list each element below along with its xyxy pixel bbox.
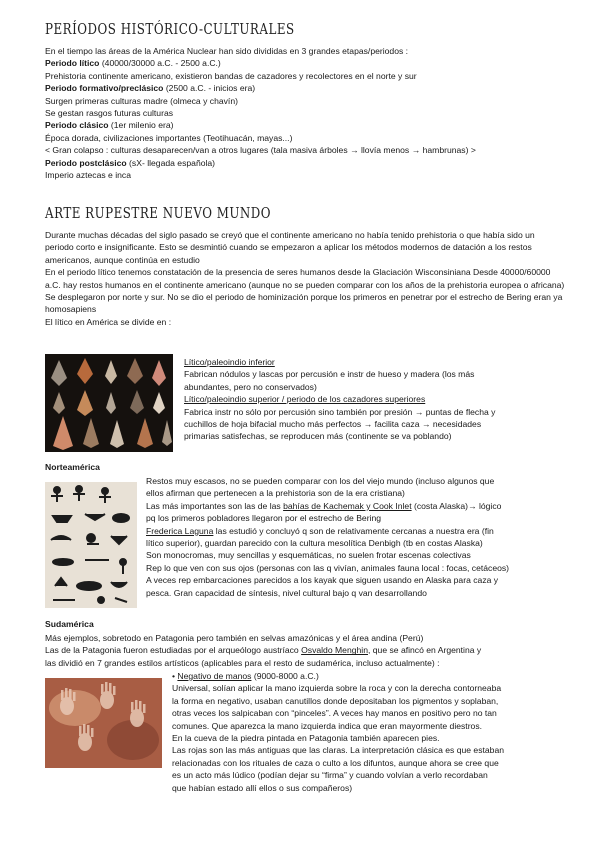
periodo-clasico [45,119,565,131]
sur-line1: Más ejemplos, sobretodo en Patagonia pero también en selvas amazónicas y el área andina (Perú) [45,633,424,643]
periodo-postclasico-label: Periodo postclásico [45,157,127,168]
litico-description [184,356,495,443]
norte-line3-b: (costa Alaska)→ lógico [411,500,502,511]
norte-line6: lítico superior), guardan parecido con la cultura mesolítica Denbigh (tb en costas Alaska) [146,538,483,549]
arte-para4: El lítico en América se divide en : [45,316,172,327]
periodo-formativo [45,82,565,94]
manos-line1: Universal, solían aplicar la mano izquierda sobre la roca y con la derecha contorneaba [172,683,502,694]
periodo-formativo-label: Periodo formativo/preclásico [45,83,164,94]
norte-line3-underlined: bahías de Kachemak y Cook Inlet [283,500,412,511]
norte-line3 [146,500,509,512]
norte-line10: pesca. Gran capacidad de síntesis, nivel cultural bajo q van desarrollando [146,587,427,598]
sudamerica-heading: Sudamérica [45,619,94,629]
sur-line2-underlined: Osvaldo Menghin [301,645,368,656]
norteamerica-heading: Norteamérica [45,462,100,472]
norte-line5 [146,525,509,537]
periodo-formativo-desc2: Se gestan rasgos futuras culturas [45,108,174,119]
arte-para2: En el periodo lítico tenemos constatación de la presencia de seres humanos desde la Glaciación Wisconsiniana Desde 40000/60000 a.C. hay restos humanos en el continente americano (aunque no se pueden comparar con los años de la prehistoria europea o africana) [45,267,565,290]
arte-section [45,229,565,328]
arte-para1: Durante muchas décadas del siglo pasado se creyó que el continente americano no había tenido prehistoria o que había sido un periodo corto e insignificante. Esto se desmintió cuando se empezaron a aplicar los métodos modernos de datación a los restos americanos, aunque continúa en estudio [45,230,535,265]
norte-line3-a: Las más importantes son las de las [146,500,284,511]
periodo-litico-desc: Prehistoria continente americano, existieron bandas de cazadores y recolectores en el norte y sur [45,70,417,81]
manos-line8: es un acto más lúdico (podían dejar su “firma” y cuando volvían a verlo recordaban [172,770,488,781]
periodo-litico [45,57,565,69]
norte-line4: pq los primeros pobladores llegaron por el estrecho de Bering [146,513,382,524]
periodo-clasico-desc2: < Gran colapso : culturas desaparecen/van a otros lugares (tala masiva árboles → llovía menos → hambrunas) > [45,145,476,156]
manos-line7: relacionadas con los rituales de caza o culto a los difuntos, aunque ahora se cree que [172,757,499,768]
manos-line6: Las rojas son las más antiguas que las claras. La interpretación clásica es que estaban [172,745,505,756]
periodos-intro: En el tiempo las áreas de la América Nuclear han sido divididas en 3 grandes etapas/periodos : [45,46,409,56]
litico-superior-line3: primarias satisfechas, se reproducen más (continente se va poblando) [184,431,452,442]
litico-inferior-line1: Fabrican nódulos y lascas por percusión e instr de hueso y madera (los más [184,369,475,380]
periodo-litico-label: Periodo lítico [45,58,100,69]
periodo-postclasico-date: (sX- llegada española) [126,157,216,168]
litico-superior-line2: cuchillos de hoja bifacial mucho más perfectos → facilita caza → necesidades [184,419,482,430]
heading-arte-rupestre: ARTE RUPESTRE NUEVO MUNDO [45,206,272,222]
periodo-postclasico [45,157,565,169]
norte-line5-b: las estudió y concluyó q son de relativamente cercanas a nuestra era (fin [213,525,494,536]
periodo-clasico-label: Periodo clásico [45,120,109,131]
norte-line1: Restos muy escasos, no se pueden comparar con los del viejo mundo (incluso algunos que [146,476,495,486]
litico-inferior-title: Lítico/paleoindio inferior [184,357,275,367]
norte-line5-underlined: Frederica Laguna [146,525,214,536]
periodo-clasico-desc1: Época dorada, civilizaciones importantes (Teotihuacán, mayas...) [45,132,293,143]
norte-line2: ellos afirman que pertenecen a la prehistoria son de la era cristiana) [146,488,405,499]
periodo-formativo-desc1: Surgen primeras culturas madre (olmeca y chavín) [45,95,238,106]
manos-line3: otras veces los salpicaban con “pinceles”. A veces hay manos en positivo pero no tan [172,708,497,719]
periodos-section [45,45,565,181]
sur-line2 [45,644,565,656]
litico-superior-title: Lítico/paleoindio superior / periodo de los cazadores superiores [184,394,426,405]
hands-cave-photo [45,678,162,768]
petroglyphs-photo [45,482,137,608]
norte-line9: A veces rep embarcaciones parecidos a los kayak que siguen usando en Alaska para caza y [146,575,499,586]
manos-text [172,670,504,794]
litico-inferior-line2: abundantes, pero no conservados) [184,381,317,392]
arrowheads-photo [45,354,173,452]
periodo-formativo-date: (2500 a.C. - inicios era) [163,83,256,94]
arte-para3: Se desplegaron por norte y sur. No se dio el periodo de hominización porque los primeros en penetrar por el estrecho de Bering eran ya homosapiens [45,292,563,315]
manos-line4: comunes. Que aparezca la mano izquierda indica que eran mayormente diestros. [172,720,483,731]
bullet: • [172,671,178,681]
sur-line3: las dividió en 7 grandes estilos artísticos (aplicables para el resto de sudamérica, incluso actualmente) : [45,657,440,668]
manos-line5: En la cueva de la piedra pintada en Patagonia también aparecen pies. [172,733,440,744]
norte-line7: Son monocromas, muy sencillas y esquemáticas, no suelen frotar escenas colectivas [146,550,471,561]
sudamerica-intro [45,632,565,669]
arrowheads-illustration [45,354,173,452]
petroglyphs-illustration [45,482,137,608]
manos-title: Negativo de manos [177,671,252,681]
manos-title-line [172,670,504,682]
sur-line2-b: , que se afincó en Argentina y [367,645,482,656]
norte-line8: Rep lo que ven con sus ojos (personas con las q vivían, animales fauna local : focas, cetáceos) [146,562,510,573]
manos-date: (9000-8000 a.C.) [251,671,319,681]
periodo-clasico-date: (1er milenio era) [108,120,174,131]
manos-line2: la forma en negativo, usaban canutillos donde depositaban los pigmentos y soplaban, [172,695,499,706]
sur-line2-a: Las de la Patagonia fueron estudiadas por el arqueólogo austríaco [45,645,302,656]
norteamerica-text [146,475,509,599]
hands-illustration [45,678,162,768]
litico-superior-line1: Fabrica instr no sólo por percusión sino también por presión → puntas de flecha y [184,406,496,417]
heading-periodos: PERÍODOS HISTÓRICO-CULTURALES [45,22,295,38]
periodo-postclasico-desc: Imperio aztecas e inca [45,170,131,181]
manos-line9: que habían estado allí ellos o sus compañeros) [172,782,353,793]
periodo-litico-date: (40000/30000 a.C. - 2500 a.C.) [99,58,221,69]
